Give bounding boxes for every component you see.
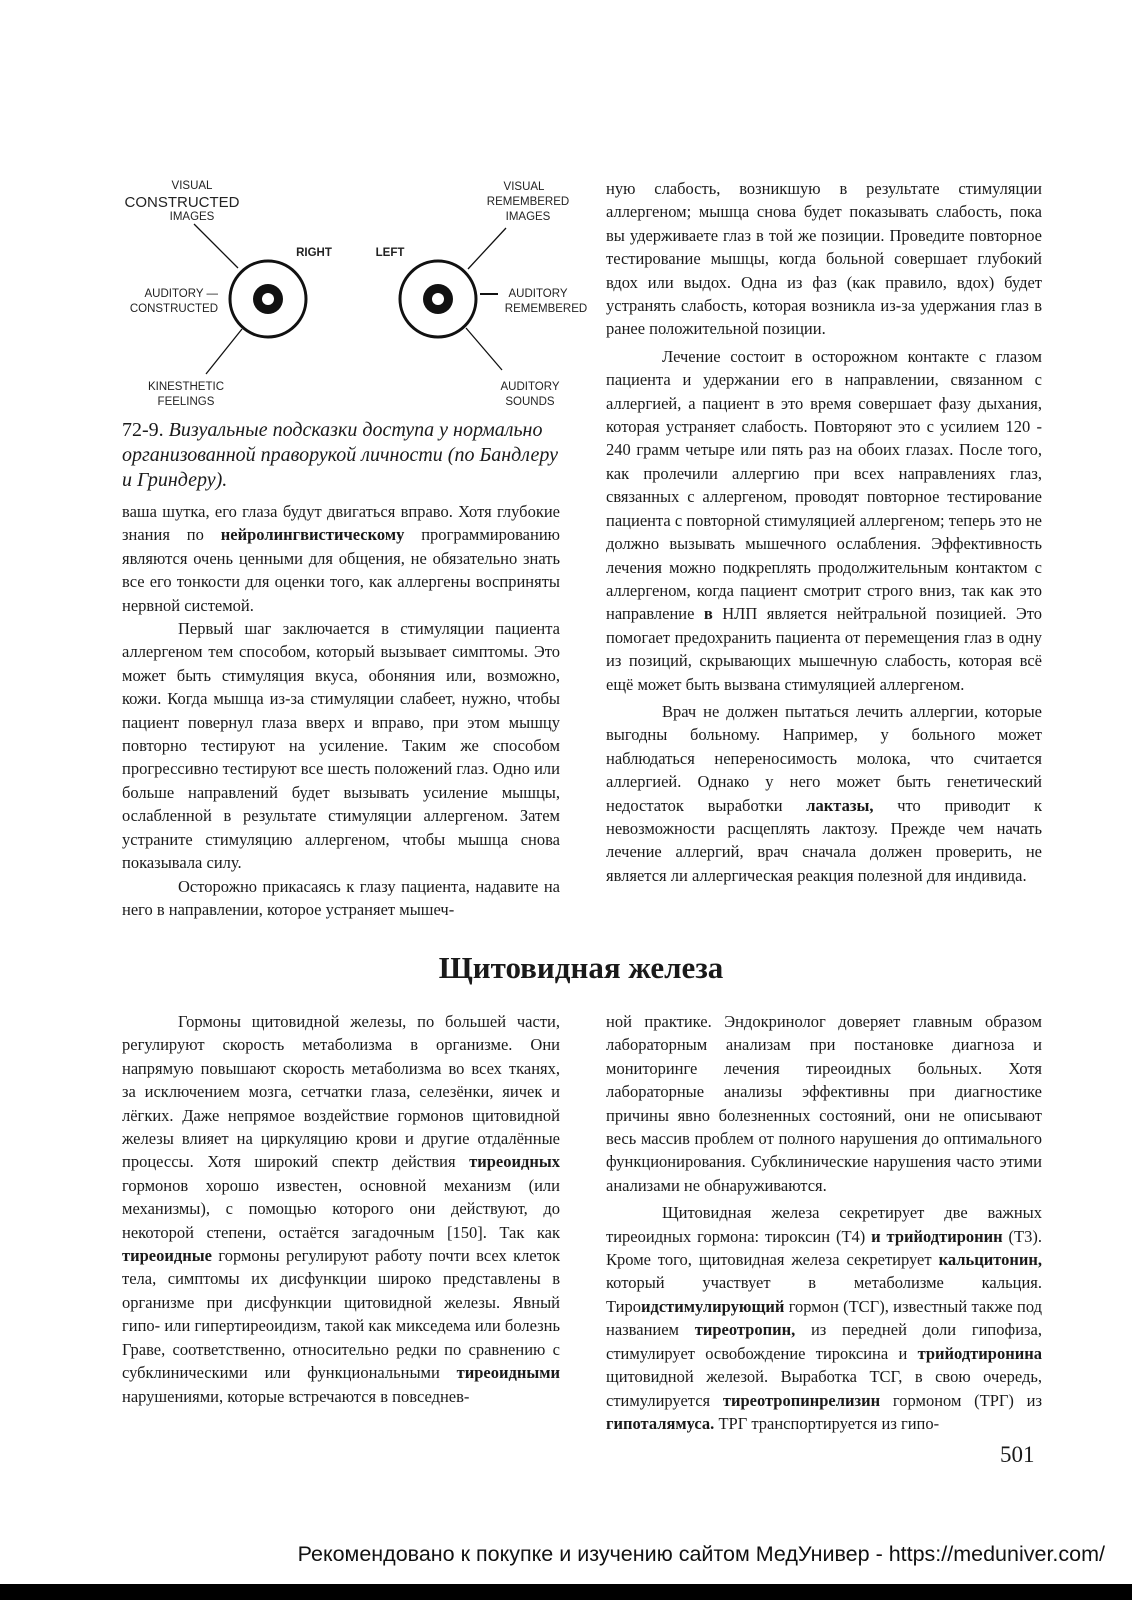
- label-visual-constructed-1: VISUAL: [171, 180, 213, 192]
- label-auditory-constructed-1: AUDITORY —: [144, 288, 218, 300]
- paragraph: ную слабость, возникшую в результате стимуляции аллергеном; мышца снова будет показывать слабость, пока вы удерживаете глаз в той же позиции. Проведите повторное тестирование мышцы, когда больной совершает глубокий вдох или выдох. Одна из фаз (как правило, вдох) будет устранять слабость, которая возникла из-за удержания глаз в ранее положительной позиции.: [606, 179, 1042, 339]
- paragraph: Врач не должен пытаться лечить аллергии, которые выгодны больному. Например, у больного может наблюдаться непереносимость молока, что считается аллергией. Однако у него может быть генетический недостаток выработки лактазы, что приводит к невозможности расщеплять лактозу. Прежде чем начать лечение аллергий, врач сначала должен проверить, не является ли аллергическая реакция полезной для индивида.: [606, 701, 1042, 885]
- paragraph: Гормоны щитовидной железы, по большей части, регулируют скорость метаболизма в организме. Они напрямую повышают скорость метаболизма во всех тканях, за исключением мозга, сетчатки глаза, селезёнки, яичек и лёгких. Даже непрямое воздействие гормонов щитовидной железы влияет на циркуляцию крови и другие отдалённые процессы. Хотя широкий спектр действия тиреоидных гормонов хорошо известен, основной механизм (или механизмы), с помощью которого они действуют, до некоторой степени, остаётся загадочным [150]. Так как тиреоидные гормоны регулируют работу почти всех клеток тела, симптомы их дисфункции широко представлены в организме при дисфункции щитовидной железы. Явный гипо- или гипертиреоидизм, такой как микседема или болезнь Граве, соответственно, относительно редки по сравнению с субклиническими или функциональными тиреоидными нарушениями, которые встречаются в повседнев-: [122, 1012, 560, 1406]
- figure-caption: [122, 418, 562, 493]
- line-visual-remembered: [468, 228, 506, 269]
- paragraph: Первый шаг заключается в стимуляции пациента аллергеном тем способом, который вызывает симптомы. Это может быть стимуляция вкуса, обоняния или, возможно, кожи. Когда мышца из-за стимуляции слабеет, нужно, чтобы пациент повернул глаза вверх и вправо, при этом мышцу повторно тестируют на усиление. Таким же способом прогрессивно тестируют все шесть положений глаз. Одно или больше направлений будет вызывать усиление мышцы, ослабленной в результате стимуляции аллергеном. Затем устраните стимуляцию аллергеном, чтобы мышца снова показывала силу.: [122, 619, 560, 873]
- section-title: Щитовидная железа: [438, 950, 724, 985]
- paragraph: Осторожно прикасаясь к глазу пациента, надавите на него в направлении, которое устраняет мышеч-: [122, 876, 560, 919]
- label-auditory-remembered-2: REMEMBERED: [504, 303, 588, 315]
- paragraph: Лечение состоит в осторожном контакте с глазом пациента и удержании его в направлении, связанном с аллергией, а пациент в это время совершает фазу дыхания, которая устраняет слабость. Повторяют это с усилием 120 - 240 грамм четыре или пять раз на обоих глазах. После того, как пролечили аллергию при всех направлениях глаз, связанных с аллергеном, проводят повторное тестирование пациента с повторной стимуляцией аллергеном; теперь это не должно вызывать мышечного ослабления. Эффективность лечения можно подкреплять продолжительным контактом с аллергеном, когда пациент смотрит строго вниз, так как это направление в НЛП является нейтральной позицией. Это помогает предохранить пациента от перемещения глаз в одну из позиций, скрывающих мышечную слабость, которая всё ещё может быть вызвана стимуляцией аллергеном.: [606, 346, 1042, 694]
- paragraph: ной практике. Эндокринолог доверяет главным образом лабораторным анализам при постановке диагноза и мониторинге лечения тиреоидных больных. Хотя лабораторные анализы эффективны при диагностике причины явно болезненных состояний, они не описывают весь массив проблем от полного нарушения до оптимального функционирования. Субклинические нарушения часто этими анализами не обнаруживаются.: [606, 1012, 1042, 1195]
- caption-text: Визуальные подсказки доступа у нормально организованной праворукой личности (по Бандлеру и Гриндеру).: [122, 419, 558, 491]
- label-auditory-constructed-2: CONSTRUCTED: [129, 303, 218, 315]
- eye-diagram: [110, 176, 598, 416]
- eye-accessing-cues-figure: [110, 176, 598, 416]
- label-auditory-sounds-1: AUDITORY: [500, 381, 560, 393]
- label-visual-remembered-1: VISUAL: [503, 181, 545, 193]
- bottom-scan-border: [0, 1584, 1132, 1600]
- caption-number: 72-9.: [122, 419, 164, 441]
- label-kinesthetic-1: KINESTHETIC: [147, 381, 225, 393]
- right-column-bottom: [606, 1010, 1042, 1435]
- paragraph: ваша шутка, его глаза будут двигаться вправо. Хотя глубокие знания по нейролингвистическому программированию являются очень ценными для общения, не обязательно знать все его тонкости для оценки того, как аллергены восприняты нервной системой.: [122, 502, 560, 615]
- line-auditory-sounds: [466, 328, 502, 370]
- paragraph: Щитовидная железа секретирует две важных тиреоидных гормона: тироксин (Т4) и трийодтиронин (Т3). Кроме того, щитовидная железа секретирует кальцитонин, который участвует в метаболизме кальция. Тироидстимулирующий гормон (ТСГ), известный также под названием тиреотропин, из передней доли гипофиза, стимулирует освобождение тироксина и трийодтиронина щитовидной железой. Выработка ТСГ, в свою очередь, стимулируется тиреотропинрелизин гормоном (ТРГ) из гипоталямуса. ТРГ транспортируется из гипо-: [606, 1203, 1042, 1433]
- left-column-top: [122, 500, 560, 921]
- label-visual-constructed-2: CONSTRUCTED: [124, 194, 240, 211]
- label-visual-remembered-3: IMAGES: [505, 211, 551, 223]
- page-number: 501: [1000, 1442, 1035, 1467]
- left-eye-pupil-highlight: [432, 293, 444, 305]
- right-column-top: [606, 177, 1042, 887]
- footer-recommendation: Рекомендовано к покупке и изучению сайтом МедУнивер - https://meduniver.com/: [297, 1542, 1105, 1566]
- left-column-bottom: [122, 1010, 560, 1408]
- label-left: LEFT: [375, 247, 405, 259]
- right-eye-pupil-highlight: [262, 293, 274, 305]
- line-kinesthetic: [206, 329, 242, 374]
- label-visual-constructed-3: IMAGES: [169, 211, 215, 223]
- line-visual-constructed: [194, 224, 238, 268]
- label-right: RIGHT: [296, 247, 332, 259]
- label-auditory-remembered-1: AUDITORY: [508, 288, 568, 300]
- label-auditory-sounds-2: SOUNDS: [505, 396, 555, 408]
- label-kinesthetic-2: FEELINGS: [157, 396, 215, 408]
- label-visual-remembered-2: REMEMBERED: [486, 196, 570, 208]
